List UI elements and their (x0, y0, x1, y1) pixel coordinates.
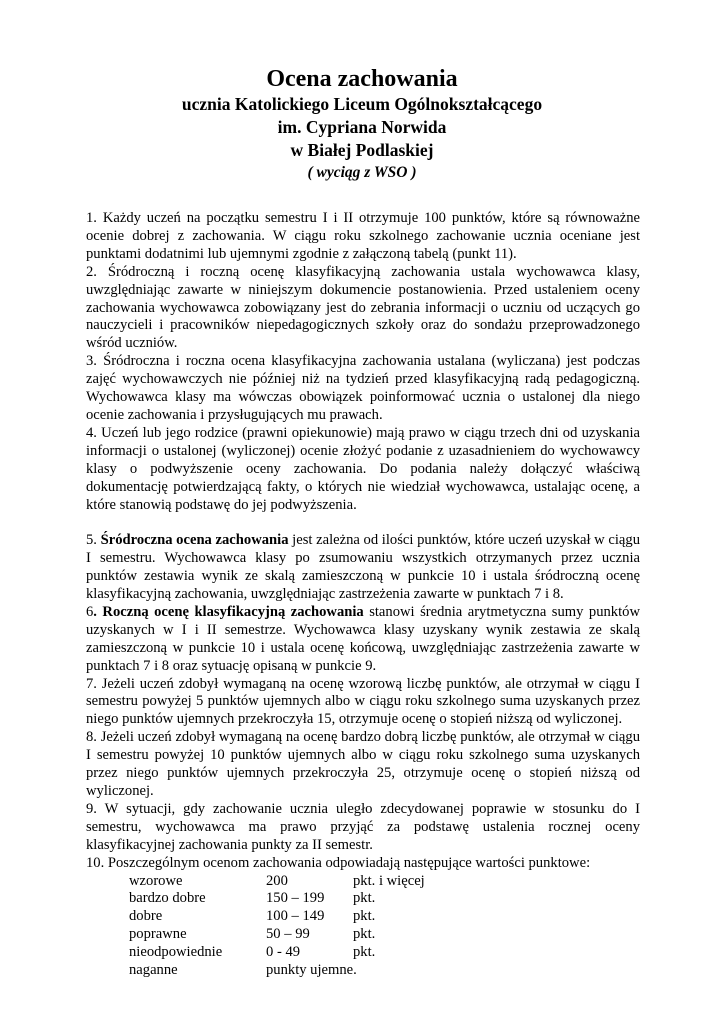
paragraph-1: 1. Każdy uczeń na początku semestru I i II otrzymuje 100 punktów, które są równoważne ocenie dobrej z zachowania. W ciągu roku szkolnego zachowanie ucznia oceniane jest punktami dodatnimi lub ujemnymi zgodnie z załączoną tabelą (punkt 11). (86, 210, 640, 262)
subtitle-patron: im. Cypriana Norwida (277, 117, 447, 137)
paragraph-5-text: jest zależna od ilości punktów, które uczeń uzyskał w ciągu I semestru. Wychowawca klasy po zsumowaniu wszystkich otrzymanych przez ucznia punktów zestawia wynik ze skalą zamieszczoną w punkcie 10 i ustala śródroczną ocenę klasyfikacyjną zachowania, uwzględniając zastrzeżenia zawarte w punktach 7 i 8. (86, 532, 640, 603)
grade-unit: pkt. (353, 944, 376, 961)
grade-range: 100 – 149 (266, 908, 325, 925)
paragraph-9: 9. W sytuacji, gdy zachowanie ucznia uległo zdecydowanej poprawie w stosunku do I semestru, wychowawca ma prawo przyjąć za podstawę ustalenia rocznej oceny klasyfikacyjnej zachowania punkty za II semestr. (86, 800, 640, 853)
grade-row (86, 873, 640, 891)
grade-unit: pkt. (353, 890, 376, 907)
grade-name: nieodpowiednie (129, 944, 223, 961)
grade-name: bardzo dobre (129, 890, 206, 907)
grade-range: 150 – 199 (266, 890, 325, 907)
grade-row (86, 890, 640, 908)
document-body (86, 210, 640, 980)
grade-range: punkty ujemne. (266, 961, 357, 978)
grades-table (86, 873, 640, 980)
paragraph-5-number: 5. (86, 532, 101, 549)
grade-name: poprawne (129, 926, 187, 943)
paragraph-2: 2. Śródroczną i roczną ocenę klasyfikacyjną zachowania ustala wychowawca klasy, uwzględniając zawarte w niniejszym dokumencie postanowienia. Przed ustaleniem oceny zachowania wychowawca zobowiązany jest do zebrania informacji o uczniu od uczących go nauczycieli i pracowników niepedagogicznych szkoły oraz do sondażu przeprowadzonego wśród uczniów. (86, 263, 640, 352)
paragraph-6-text: stanowi średnia arytmetyczna sumy punktów uzyskanych w I i II semestrze. Wychowawca klasy uzyskany wynik zestawia ze skalą zamieszczoną w punkcie 10 i ustala ocenę końcową, uwzględniając zastrzeżenia zawarte w punktach 7 i 8 oraz sytuację opisaną w punkcie 9. (86, 603, 640, 674)
grade-range: 200 (266, 872, 288, 889)
grade-name: dobre (129, 908, 163, 925)
paragraph-5 (86, 532, 640, 604)
paragraph-8: 8. Jeżeli uczeń zdobył wymaganą na ocenę bardzo dobrą liczbę punktów, ale otrzymał w ciągu I semestru powyżej 10 punktów ujemnych albo w ciągu roku szkolnego suma uzyskanych przez niego punktów ujemnych przekroczyła 25, otrzymuje ocenę o stopień niższą od wyliczonej. (86, 729, 640, 799)
subtitle-source: ( wyciąg z WSO ) (307, 164, 417, 181)
paragraph-5-bold: Śródroczna ocena zachowania (100, 532, 289, 549)
grade-row (86, 944, 640, 962)
paragraph-6-bold: . Roczną ocenę klasyfikacyjną zachowania (93, 603, 364, 620)
subtitle-city: w Białej Podlaskiej (290, 140, 434, 160)
grade-unit: pkt. (353, 908, 376, 925)
document-title: Ocena zachowania (266, 66, 458, 92)
subtitle-school: ucznia Katolickiego Liceum Ogólnokształcącego (181, 94, 543, 114)
grade-range: 50 – 99 (266, 926, 310, 943)
spacer (86, 514, 640, 532)
grade-row (86, 962, 640, 980)
grade-name: wzorowe (129, 872, 183, 889)
grade-row (86, 908, 640, 926)
grade-row (86, 926, 640, 944)
paragraph-6 (86, 604, 640, 676)
paragraph-10: 10. Poszczególnym ocenom zachowania odpowiadają następujące wartości punktowe: (86, 854, 591, 871)
paragraph-4: 4. Uczeń lub jego rodzice (prawni opiekunowie) mają prawo w ciągu trzech dni od uzyskania informacji o ustalonej (wyliczonej) ocenie złożyć podanie z uzasadnieniem do wychowawcy klasy o podwyższenie oceny zachowania. Do podania należy dołączyć właściwą dokumentację potwierdzającą fakty, o których nie wiedział wychowawca, ustalając ocenę, a które stanowią podstawę do jej podwyższenia. (86, 424, 640, 513)
grade-unit: pkt. (353, 926, 376, 943)
grade-unit: pkt. i więcej (353, 872, 425, 889)
paragraph-3: 3. Śródroczna i roczna ocena klasyfikacyjna zachowania ustalana (wyliczana) jest podczas zajęć wychowawczych nie później niż na tydzień przed klasyfikacyjną radą pedagogiczną. Wychowawca klasy ma wówczas obowiązek poinformować ucznia o ustalonej dla niego ocenie zachowania i przysługujących mu prawach. (86, 353, 640, 423)
grade-name: naganne (129, 961, 178, 978)
paragraph-7: 7. Jeżeli uczeń zdobył wymaganą na ocenę wzorową liczbę punktów, ale otrzymał w ciągu I semestru powyżej 5 punktów ujemnych albo w ciągu roku szkolnego suma uzyskanych przez niego punktów ujemnych przekroczyła 15, otrzymuje ocenę o stopień niższą od wyliczonej. (86, 675, 640, 728)
paragraph-6-number: 6 (86, 603, 94, 620)
grade-range: 0 - 49 (266, 944, 301, 961)
